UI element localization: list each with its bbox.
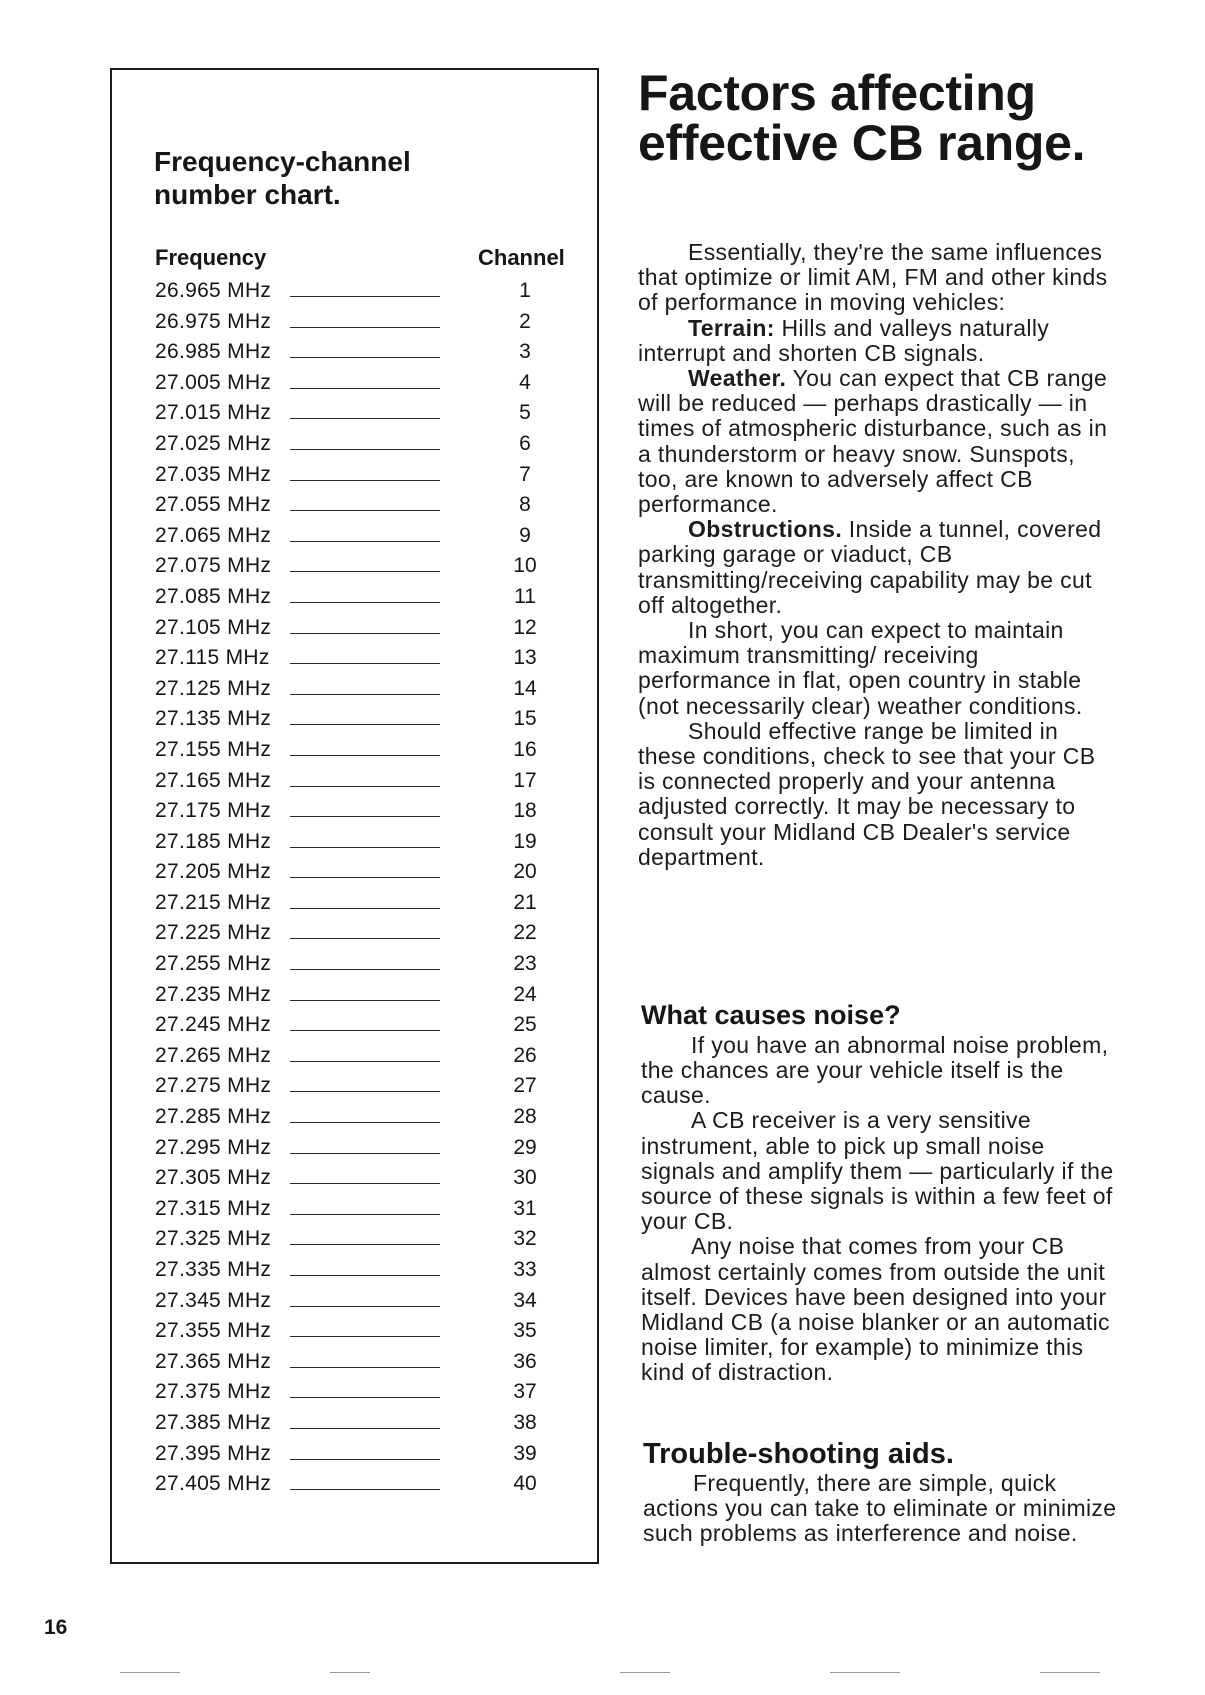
frequency-value: 26.985 MHz — [155, 340, 272, 364]
frequency-value: 27.005 MHz — [155, 370, 272, 394]
scan-artifact — [1040, 1672, 1100, 1673]
channel-value: 9 — [519, 523, 531, 547]
chart-row — [155, 1224, 575, 1255]
leader-line — [290, 633, 440, 634]
leader-line — [290, 969, 440, 970]
frequency-value: 27.275 MHz — [155, 1074, 272, 1098]
chart-row — [155, 1071, 575, 1102]
chart-row — [155, 613, 575, 644]
leader-line — [290, 1397, 440, 1398]
channel-value: 15 — [513, 707, 537, 731]
frequency-value: 27.395 MHz — [155, 1441, 272, 1465]
terrain-text: Hills and valleys naturally interrupt and shorten CB signals. — [638, 314, 1050, 366]
leader-line — [290, 1091, 440, 1092]
channel-value: 36 — [513, 1349, 537, 1373]
chart-row — [155, 766, 575, 797]
chart-row — [155, 460, 575, 491]
frequency-value: 27.385 MHz — [155, 1410, 272, 1434]
channel-value: 28 — [513, 1105, 537, 1129]
leader-line — [290, 908, 440, 909]
trouble-shooting-section — [643, 1439, 1123, 1547]
frequency-value: 27.035 MHz — [155, 462, 272, 486]
frequency-value: 27.285 MHz — [155, 1105, 272, 1129]
frequency-value: 27.105 MHz — [155, 615, 272, 639]
leader-line — [290, 1275, 440, 1276]
channel-value: 39 — [513, 1441, 537, 1465]
chart-title: Frequency-channel number chart. — [154, 146, 411, 211]
frequency-value: 27.335 MHz — [155, 1258, 272, 1281]
chart-row — [155, 1194, 575, 1225]
limited-range-paragraph: Should effective range be limited in these conditions, check to see that your CB is connected properly and your antenna adjusted correctly. It may be necessary to consult your Midland CB Dealer's service department. — [638, 717, 1096, 870]
noise-section — [641, 1001, 1121, 1386]
noise-paragraph-3: Any noise that comes from your CB almost certainly comes from outside the unit itself. Devices have been designed into your Midland CB (a noise blanker or an automatic noise limiter, for example) to minimize this kind of distraction. — [641, 1233, 1110, 1386]
channel-value: 8 — [519, 493, 531, 517]
frequency-value: 27.065 MHz — [155, 523, 272, 547]
channel-value: 26 — [513, 1043, 537, 1067]
leader-line — [290, 1061, 440, 1062]
chart-rows — [155, 276, 575, 1500]
frequency-value: 27.135 MHz — [155, 707, 272, 731]
frequency-value: 27.295 MHz — [155, 1135, 272, 1159]
chart-row — [155, 1286, 575, 1317]
in-short-paragraph: In short, you can expect to maintain maximum transmitting/ receiving performance in flat, open country in stable (not necessarily clear) weather conditions. — [638, 617, 1083, 719]
channel-value: 25 — [513, 1013, 537, 1037]
chart-row — [155, 429, 575, 460]
channel-value: 1 — [519, 279, 531, 302]
frequency-value: 27.155 MHz — [155, 737, 272, 761]
intro-paragraph: Essentially, they're the same influences that optimize or limit AM, FM and other kinds of performance in moving vehicles: — [638, 239, 1108, 316]
frequency-value: 27.165 MHz — [155, 768, 272, 792]
channel-value: 19 — [513, 829, 537, 853]
frequency-value: 27.215 MHz — [155, 890, 272, 914]
obstructions-text: Inside a tunnel, covered parking garage or viaduct, CB transmitting/receiving capability may be cut off altogether. — [638, 516, 1102, 618]
chart-row — [155, 1133, 575, 1164]
scan-artifact — [620, 1672, 670, 1673]
channel-value: 18 — [513, 799, 537, 823]
article-column — [638, 65, 1118, 1547]
chart-row — [155, 582, 575, 613]
channel-value: 16 — [513, 737, 537, 761]
terrain-label: Terrain: — [688, 314, 775, 341]
frequency-value: 27.245 MHz — [155, 1013, 272, 1037]
noise-paragraph-1: If you have an abnormal noise problem, the chances are your vehicle itself is the cause. — [641, 1031, 1109, 1109]
leader-line — [290, 480, 440, 481]
channel-value: 10 — [513, 554, 537, 578]
chart-row — [155, 337, 575, 368]
frequency-value: 27.055 MHz — [155, 493, 272, 517]
channel-value: 13 — [513, 646, 537, 670]
chart-row — [155, 735, 575, 766]
channel-value: 22 — [513, 921, 537, 945]
chart-row — [155, 551, 575, 582]
scan-artifact — [330, 1672, 370, 1673]
frequency-value: 27.355 MHz — [155, 1319, 272, 1343]
leader-line — [290, 1244, 440, 1245]
trouble-shooting-paragraph: Frequently, there are simple, quick actions you can take to eliminate or minimize such problems as interference and noise. — [643, 1469, 1117, 1547]
title-line-1: Factors affecting — [638, 65, 1036, 121]
leader-line — [290, 1428, 440, 1429]
channel-value: 37 — [513, 1380, 537, 1404]
channel-value: 32 — [513, 1227, 537, 1251]
leader-line — [290, 938, 440, 939]
channel-value: 21 — [513, 890, 537, 914]
leader-line — [290, 663, 440, 664]
channel-value: 20 — [513, 860, 537, 884]
frequency-value: 27.015 MHz — [155, 401, 272, 425]
leader-line — [290, 1000, 440, 1001]
channel-value: 23 — [513, 952, 537, 976]
channel-value: 30 — [513, 1166, 537, 1190]
chart-row — [155, 1102, 575, 1133]
chart-row — [155, 276, 575, 307]
chart-row — [155, 1439, 575, 1470]
frequency-value: 27.235 MHz — [155, 982, 272, 1006]
leader-line — [290, 1122, 440, 1123]
chart-row — [155, 1469, 575, 1500]
chart-row — [155, 857, 575, 888]
leader-line — [290, 816, 440, 817]
page-number: 16 — [44, 1616, 68, 1639]
leader-line — [290, 357, 440, 358]
frequency-value: 27.225 MHz — [155, 921, 272, 945]
chart-row — [155, 307, 575, 338]
leader-line — [290, 1214, 440, 1215]
leader-line — [290, 510, 440, 511]
terrain-paragraph — [638, 316, 1118, 366]
channel-value: 5 — [519, 401, 531, 425]
channel-value: 35 — [513, 1319, 537, 1343]
leader-line — [290, 449, 440, 450]
trouble-shooting-heading: Trouble-shooting aids. — [643, 1438, 954, 1470]
weather-text: You can expect that CB range will be reduced — perhaps drastically — in times of atmospheric disturbance, such as in a thunderstorm or heavy snow. Sunspots, too, are known to adversely affect CB performance. — [638, 365, 1108, 518]
channel-value: 6 — [519, 431, 531, 455]
frequency-value: 26.975 MHz — [155, 309, 272, 333]
frequency-value: 27.375 MHz — [155, 1380, 272, 1404]
frequency-column-header: Frequency — [155, 245, 267, 270]
chart-row — [155, 1347, 575, 1378]
channel-column-header: Channel — [478, 245, 565, 270]
obstructions-paragraph — [638, 517, 1118, 618]
frequency-value: 27.115 MHz — [155, 646, 270, 670]
frequency-value: 27.085 MHz — [155, 584, 272, 608]
leader-line — [290, 296, 440, 297]
channel-value: 14 — [513, 676, 537, 700]
channel-value: 33 — [513, 1258, 537, 1281]
leader-line — [290, 847, 440, 848]
chart-row — [155, 1377, 575, 1408]
channel-value: 40 — [513, 1472, 537, 1496]
noise-paragraph-2: A CB receiver is a very sensitive instrument, able to pick up small noise signals and amplify them — particularly if the source of these signals is within a few feet of your CB. — [641, 1107, 1114, 1235]
leader-line — [290, 571, 440, 572]
channel-value: 2 — [519, 309, 531, 333]
frequency-value: 27.365 MHz — [155, 1349, 272, 1373]
frequency-value: 27.305 MHz — [155, 1166, 272, 1190]
chart-row — [155, 398, 575, 429]
frequency-value: 27.265 MHz — [155, 1043, 272, 1067]
leader-line — [290, 1306, 440, 1307]
chart-row — [155, 918, 575, 949]
scan-artifact — [120, 1672, 180, 1673]
channel-value: 38 — [513, 1410, 537, 1434]
channel-value: 12 — [513, 615, 537, 639]
frequency-value: 27.025 MHz — [155, 431, 272, 455]
chart-row — [155, 796, 575, 827]
chart-row — [155, 704, 575, 735]
weather-label: Weather. — [688, 365, 787, 392]
channel-value: 31 — [513, 1196, 537, 1220]
leader-line — [290, 327, 440, 328]
frequency-value: 26.965 MHz — [155, 279, 272, 302]
frequency-value: 27.185 MHz — [155, 829, 272, 853]
leader-line — [290, 1153, 440, 1154]
leader-line — [290, 1336, 440, 1337]
frequency-value: 27.255 MHz — [155, 952, 272, 976]
title-line-2: effective CB range. — [638, 115, 1086, 171]
range-factors-section — [638, 240, 1118, 870]
page-title — [638, 65, 1118, 171]
chart-row — [155, 827, 575, 858]
channel-value: 34 — [513, 1288, 537, 1312]
channel-value: 4 — [519, 370, 531, 394]
channel-value: 27 — [513, 1074, 537, 1098]
leader-line — [290, 1459, 440, 1460]
weather-paragraph — [638, 366, 1118, 517]
leader-line — [290, 388, 440, 389]
leader-line — [290, 602, 440, 603]
chart-row — [155, 643, 575, 674]
channel-value: 11 — [514, 584, 536, 608]
chart-row — [155, 1408, 575, 1439]
leader-line — [290, 724, 440, 725]
frequency-channel-chart — [110, 68, 599, 1564]
chart-row — [155, 1255, 575, 1286]
channel-value: 29 — [513, 1135, 537, 1159]
chart-row — [155, 490, 575, 521]
noise-heading: What causes noise? — [641, 1000, 901, 1030]
chart-row — [155, 1041, 575, 1072]
leader-line — [290, 541, 440, 542]
frequency-value: 27.325 MHz — [155, 1227, 272, 1251]
frequency-value: 27.075 MHz — [155, 554, 272, 578]
leader-line — [290, 418, 440, 419]
frequency-value: 27.405 MHz — [155, 1472, 272, 1496]
leader-line — [290, 694, 440, 695]
leader-line — [290, 755, 440, 756]
frequency-value: 27.345 MHz — [155, 1288, 272, 1312]
leader-line — [290, 1030, 440, 1031]
leader-line — [290, 786, 440, 787]
chart-row — [155, 980, 575, 1011]
chart-row — [155, 521, 575, 552]
channel-value: 24 — [513, 982, 537, 1006]
frequency-value: 27.125 MHz — [155, 676, 272, 700]
channel-value: 3 — [519, 340, 531, 364]
channel-value: 7 — [519, 462, 531, 486]
chart-row — [155, 674, 575, 705]
chart-row — [155, 949, 575, 980]
frequency-value: 27.175 MHz — [155, 799, 272, 823]
frequency-value: 27.205 MHz — [155, 860, 272, 884]
chart-row — [155, 1010, 575, 1041]
leader-line — [290, 1367, 440, 1368]
obstructions-label: Obstructions. — [688, 516, 843, 543]
leader-line — [290, 1183, 440, 1184]
channel-value: 17 — [513, 768, 537, 792]
chart-row — [155, 1316, 575, 1347]
chart-row — [155, 1163, 575, 1194]
chart-row — [155, 888, 575, 919]
frequency-value: 27.315 MHz — [155, 1196, 272, 1220]
leader-line — [290, 877, 440, 878]
scan-artifact — [830, 1672, 900, 1673]
chart-row — [155, 368, 575, 399]
leader-line — [290, 1489, 440, 1490]
